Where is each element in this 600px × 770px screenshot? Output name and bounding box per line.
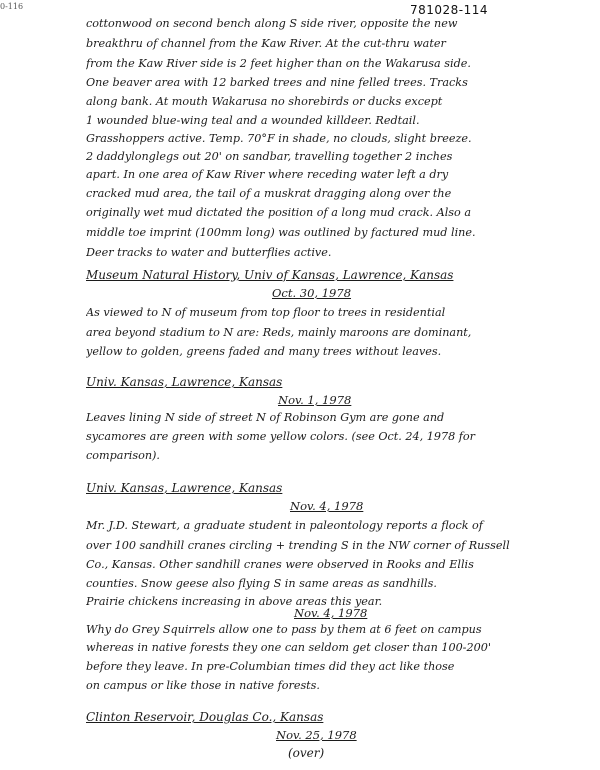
text-line: counties. Snow geese also flying S in same areas as sandhills. bbox=[86, 577, 437, 590]
text-line: middle toe imprint (100mm long) was outlined by factured mud line. bbox=[86, 226, 476, 239]
text-line: As viewed to N of museum from top floor to trees in residential bbox=[86, 306, 446, 319]
text-line: breakthru of channel from the Kaw River. At the cut-thru water bbox=[86, 37, 446, 50]
text-line: Mr. J.D. Stewart, a graduate student in paleontology reports a flock of bbox=[86, 519, 483, 532]
entry-date: Nov. 25, 1978 bbox=[276, 728, 357, 742]
entry-date: Nov. 4, 1978 bbox=[290, 499, 364, 513]
entry-heading: Univ. Kansas, Lawrence, Kansas bbox=[86, 375, 283, 389]
text-line: originally wet mud dictated the position of a long mud crack. Also a bbox=[86, 206, 471, 219]
entry-date: Nov. 1, 1978 bbox=[278, 393, 352, 407]
text-line: 1 wounded blue-wing teal and a wounded killdeer. Redtail. bbox=[86, 114, 420, 127]
text-line: cottonwood on second bench along S side river, opposite the new bbox=[86, 17, 458, 30]
text-line: sycamores are green with some yellow colors. (see Oct. 24, 1978 for bbox=[86, 430, 476, 443]
entry-heading: Univ. Kansas, Lawrence, Kansas bbox=[86, 481, 283, 495]
text-line: on campus or like those in native forests. bbox=[86, 679, 320, 692]
text-line: whereas in native forests they one can seldom get closer than 100-200' bbox=[86, 641, 491, 654]
text-line: Grasshoppers active. Temp. 70°F in shade, no clouds, slight breeze. bbox=[86, 132, 472, 145]
over-note: (over) bbox=[288, 746, 325, 760]
text-line: Why do Grey Squirrels allow one to pass by them at 6 feet on campus bbox=[86, 623, 482, 636]
text-line: over 100 sandhill cranes circling + trending S in the NW corner of Russell bbox=[86, 539, 510, 552]
entry-heading: Clinton Reservoir, Douglas Co., Kansas bbox=[86, 710, 324, 724]
margin-mark: 0-116 bbox=[0, 2, 24, 11]
text-line: Deer tracks to water and butterflies active. bbox=[86, 246, 332, 259]
text-line: One beaver area with 12 barked trees and nine felled trees. Tracks bbox=[86, 76, 468, 89]
page-id: 781028-114 bbox=[410, 3, 489, 17]
text-line: from the Kaw River side is 2 feet higher than on the Wakarusa side. bbox=[86, 57, 471, 70]
entry-date: Oct. 30, 1978 bbox=[272, 286, 352, 300]
text-line: along bank. At mouth Wakarusa no shorebirds or ducks except bbox=[86, 95, 443, 108]
text-line: apart. In one area of Kaw River where receding water left a dry bbox=[86, 168, 449, 181]
entry-date: Nov. 4, 1978 bbox=[294, 606, 368, 620]
text-line: Leaves lining N side of street N of Robinson Gym are gone and bbox=[86, 411, 445, 424]
text-line: Co., Kansas. Other sandhill cranes were observed in Rooks and Ellis bbox=[86, 558, 474, 571]
text-line: area beyond stadium to N are: Reds, mainly maroons are dominant, bbox=[86, 326, 472, 339]
text-line: 2 daddylonglegs out 20' on sandbar, travelling together 2 inches bbox=[86, 150, 453, 163]
text-line: comparison). bbox=[86, 449, 160, 462]
text-line: cracked mud area, the tail of a muskrat dragging along over the bbox=[86, 187, 452, 200]
text-line: Prairie chickens increasing in above areas this year. bbox=[86, 595, 383, 608]
entry-heading: Museum Natural History, Univ of Kansas, Lawrence, Kansas bbox=[86, 268, 454, 282]
text-line: yellow to golden, greens faded and many trees without leaves. bbox=[86, 345, 442, 358]
text-line: before they leave. In pre-Columbian times did they act like those bbox=[86, 660, 455, 673]
